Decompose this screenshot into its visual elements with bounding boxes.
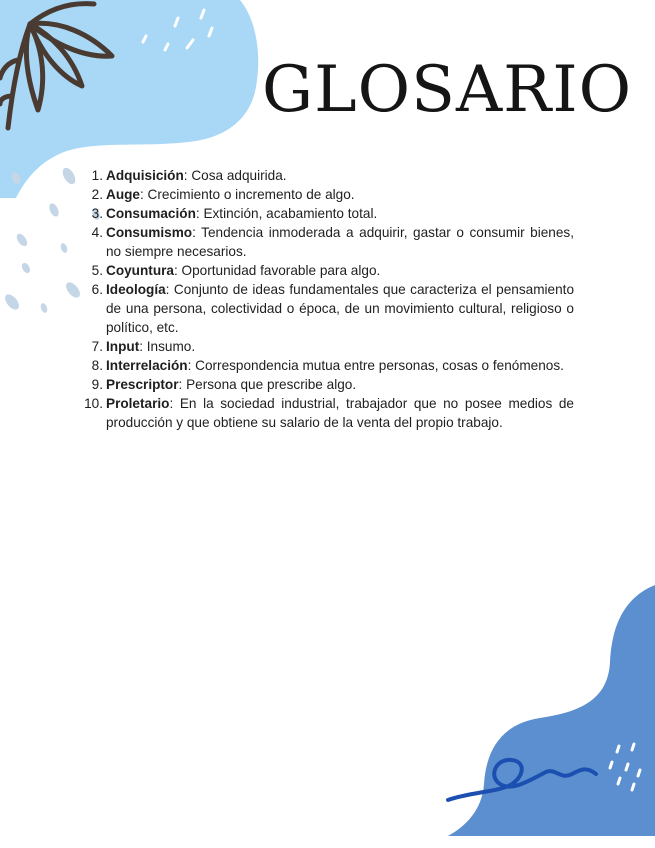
item-definition: : Cosa adquirida.: [183, 168, 287, 183]
item-definition: : Crecimiento o incremento de algo.: [139, 187, 355, 202]
glossary-list: [80, 166, 574, 432]
bottom-right-blob: [448, 585, 655, 836]
item-number: 9.: [91, 377, 103, 392]
item-number: 8.: [91, 358, 103, 373]
item-term: Adquisición: [106, 168, 184, 183]
item-number: 4.: [91, 225, 103, 240]
item-term: Coyuntura: [106, 263, 174, 278]
item-term: Consumación: [106, 206, 196, 221]
item-term: Prescriptor: [106, 377, 179, 392]
item-definition: : En la sociedad industrial, trabajador que no posee medios de producción y que obtiene su salario de la venta del propio trabajo.: [106, 396, 574, 430]
glossary-item: [80, 337, 574, 356]
item-term: Interrelación: [106, 358, 188, 373]
item-term: Proletario: [106, 396, 170, 411]
glossary-item: [80, 280, 574, 337]
item-number: 5.: [91, 263, 103, 278]
glossary-item: [80, 204, 574, 223]
item-definition: : Tendencia inmoderada a adquirir, gastar o consumir bienes, no siempre necesarios.: [106, 225, 574, 259]
glossary-item: [80, 223, 574, 261]
item-definition: : Extinción, acabamiento total.: [195, 206, 378, 221]
item-definition: : Oportunidad favorable para algo.: [173, 263, 381, 278]
item-term: Auge: [106, 187, 140, 202]
item-number: 6.: [91, 282, 103, 297]
item-term: Consumismo: [106, 225, 193, 240]
glossary-item: [80, 261, 574, 280]
item-term: Ideología: [106, 282, 166, 297]
glossary-item: [80, 375, 574, 394]
glossary-item: [80, 356, 574, 375]
item-number: 10.: [84, 396, 103, 411]
glossary-item: [80, 394, 574, 432]
item-number: 2.: [91, 187, 103, 202]
item-definition: : Persona que prescribe algo.: [178, 377, 357, 392]
item-definition: : Conjunto de ideas fundamentales que caracteriza el pensamiento de una persona, colectividad o época, de un movimiento cultural, religioso o político, etc.: [106, 282, 574, 335]
item-number: 7.: [91, 339, 103, 354]
item-term: Input: [106, 339, 140, 354]
page-title: GLOSARIO: [262, 53, 633, 127]
item-number: 3.: [91, 206, 103, 221]
item-number: 1.: [91, 168, 103, 183]
item-definition: : Insumo.: [139, 339, 196, 354]
glossary-item: [80, 185, 574, 204]
item-definition: : Correspondencia mutua entre personas, cosas o fenómenos.: [187, 358, 564, 373]
glossary-item: [80, 166, 574, 185]
